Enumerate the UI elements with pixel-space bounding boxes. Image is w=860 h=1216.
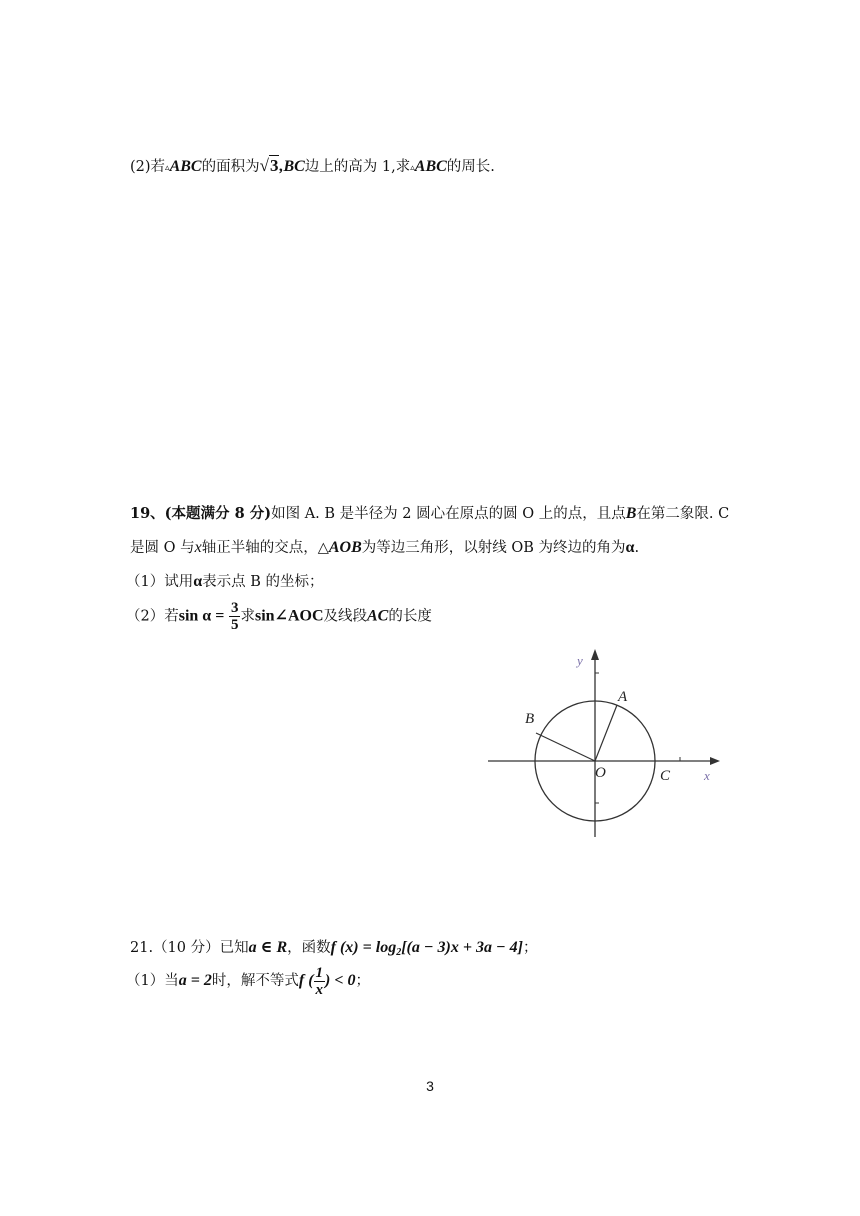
function-f: f $(x) = \log_2[(a - 3)x + 3a - 4]$ (330, 939, 524, 958)
q18-text-perimeter: 的周长. (446, 159, 495, 175)
q21-heading: 21.（10 分） (130, 940, 220, 956)
fraction-1-x: $\frac{1}{x}$ (315, 965, 324, 998)
label-c: C (660, 768, 671, 784)
alpha-symbol: α (193, 573, 203, 590)
radius-ob (536, 733, 595, 761)
q18-text-height: 边上的高为 1,求 (304, 159, 411, 175)
alpha-symbol: α (625, 539, 635, 556)
aob-label: AOB (328, 539, 362, 556)
q18-text-area: 的面积为 (201, 159, 260, 175)
q19-line2-text1: 是圆 O 与 (130, 540, 195, 556)
q19-line2-text2: 轴正半轴的交点，△ (201, 540, 329, 556)
page-number: 3 (426, 1078, 434, 1094)
label-o: O (595, 765, 606, 781)
abc-label-2: ABC (414, 158, 447, 175)
comma: , (279, 158, 284, 175)
label-a: A (618, 689, 628, 705)
q19-text1: 如图 A. B 是半径为 2 圆心在原点的圆 O 上的点，且点 (271, 506, 626, 522)
radius-oa (595, 705, 617, 761)
q18-part2-line: (2)若▵ABC的面积为√3,BC边上的高为 1,求▵ABC的周长. (130, 156, 495, 175)
x-var: x (194, 539, 202, 556)
q21-part1: （1）当a = 2时，解不等式f ( $\frac{1}{x}$ ) < 0； (126, 965, 370, 998)
point-b: B (625, 505, 637, 522)
label-b: B (525, 711, 535, 727)
q19-part1: （1）试用α表示点 B 的坐标； (126, 573, 324, 590)
segment-ac: AC (367, 607, 389, 625)
label-y: y (577, 653, 583, 668)
q19-heading: 19、(本题满分 8 分) (130, 505, 272, 522)
abc-label: ABC (169, 158, 202, 175)
q19-line2: 是圆 O 与x轴正半轴的交点，△AOB为等边三角形，以射线 OB 为终边的角为α. (130, 539, 640, 556)
bc-label: BC (283, 158, 305, 175)
triangle-symbol: ▵ (165, 162, 170, 172)
x-axis-arrow (710, 757, 720, 765)
a-equals-2: a = 2 (178, 972, 212, 990)
q19-part2: （2）若sin α = $\frac{3}{5}$ 求sin∠AOC及线段AC的长度 (126, 600, 432, 633)
a-in-r: a ∈ R (248, 939, 288, 956)
unit-circle-figure (480, 645, 740, 845)
q19-line2-text3: 为等边三角形，以射线 OB 为终边的角为 (361, 540, 626, 556)
inequality: f ( $\frac{1}{x}$ ) < 0 (298, 965, 356, 998)
sin-angle-aoc: sin∠AOC (254, 607, 324, 625)
q19-text2: 在第二象限. C (636, 506, 730, 522)
label-x: x (704, 768, 710, 783)
q21-line1: 21.（10 分）已知a ∈ R，函数f $(x) = \log_2[(a - 3)x + 3a - 4]$； (130, 939, 538, 958)
q19-line1 (130, 502, 729, 523)
q18-part2-prefix: (2)若 (130, 159, 166, 175)
sqrt-3: √3 (259, 156, 279, 175)
fraction-3-5: $\frac{3}{5}$ (230, 600, 239, 633)
sin-alpha: sin α = (178, 607, 225, 625)
y-axis-arrow (591, 649, 599, 660)
